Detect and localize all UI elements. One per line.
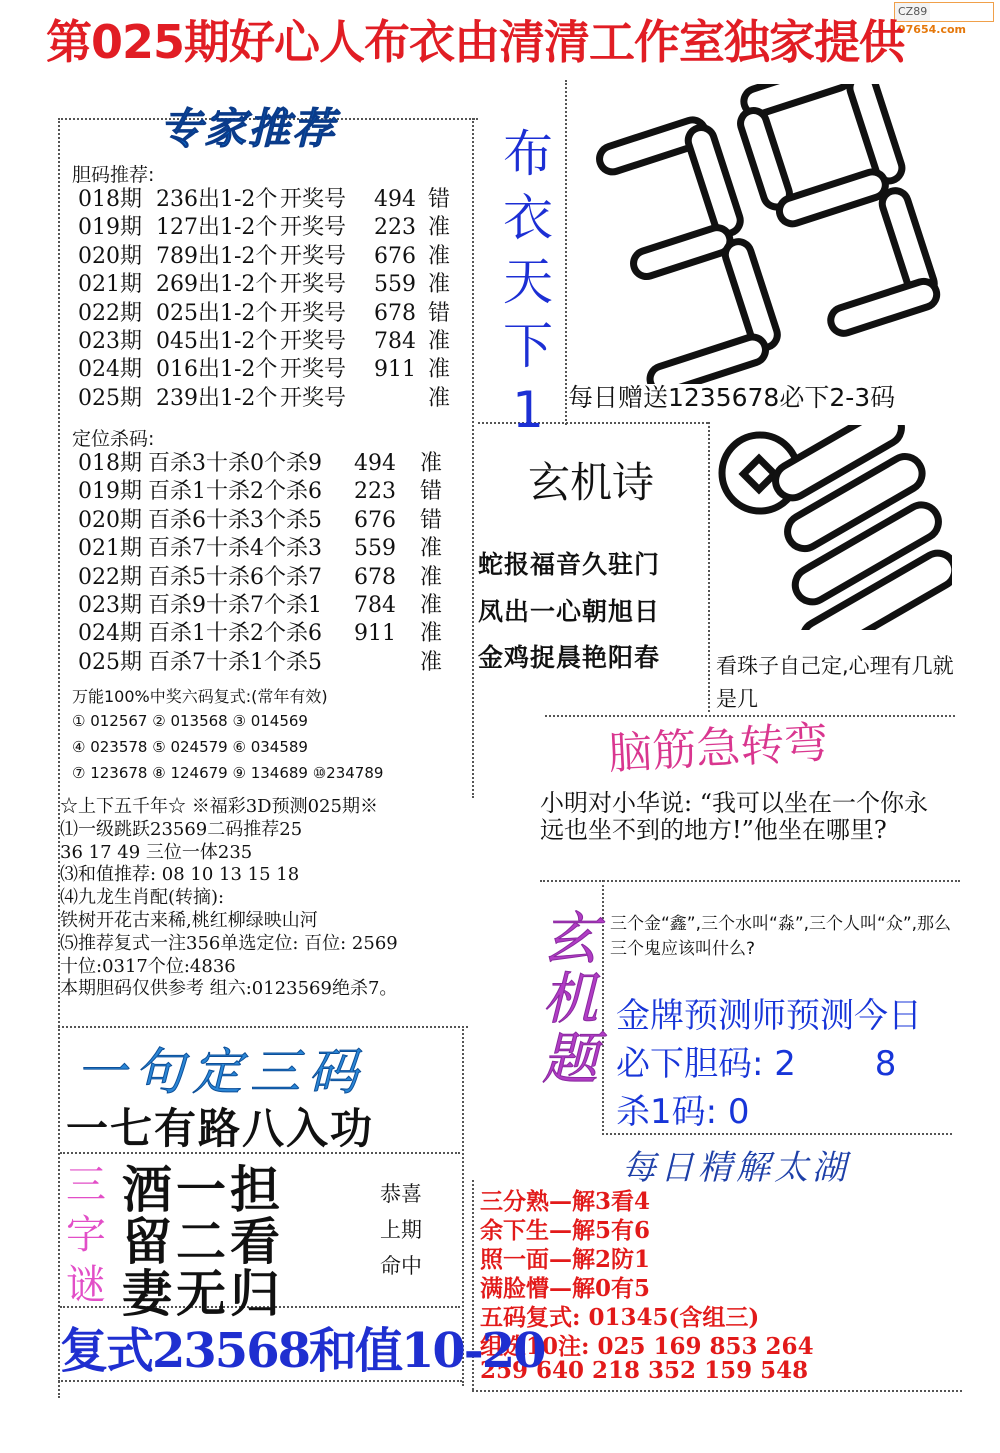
poem-line: 凤出一心朝旭日 <box>478 597 661 626</box>
cell-pick: 百杀6十杀3个杀5 <box>148 507 322 533</box>
shangxia-line: ⑶和值推荐: 08 10 13 15 18 <box>60 864 300 886</box>
poem-line: 蛇报福音久驻门 <box>478 550 661 579</box>
xuanji-heading: 玄机诗 <box>528 458 655 507</box>
fushi-text: 复式23568和值10-20 <box>60 1323 545 1379</box>
cell-period: 019期 <box>78 479 142 505</box>
cell-result: 223 <box>374 215 416 241</box>
daily-line: 259 640 218 352 159 548 <box>480 1357 809 1384</box>
table-row <box>78 385 468 413</box>
cell-period: 021期 <box>78 536 142 562</box>
cell-status: 准 <box>420 451 443 476</box>
cell-period: 024期 <box>78 621 142 647</box>
cell-result: 676 <box>354 507 396 533</box>
yiju-heading: 一句定三码 <box>76 1043 366 1101</box>
congrats-line: 恭喜 <box>380 1182 422 1206</box>
expert-heading: 专家推荐 <box>160 104 337 153</box>
shangxia-line: 铁树开花古来稀,桃红柳绿映山河 <box>60 909 318 931</box>
cell-label: 开奖号 <box>280 215 347 241</box>
cell-period: 022期 <box>78 300 142 326</box>
cell-period: 025期 <box>78 649 142 675</box>
table-row <box>78 507 468 535</box>
table-row <box>78 649 468 677</box>
frame-yiju-top <box>58 1026 468 1028</box>
gold-predict-line: 金牌预测师预测今日 <box>616 996 922 1036</box>
buyi-char: 下 <box>503 317 553 375</box>
cell-status: 准 <box>428 357 451 383</box>
cell-result: 678 <box>354 564 396 590</box>
cell-period: 023期 <box>78 328 142 354</box>
cell-status: 准 <box>428 328 451 354</box>
cell-result: 784 <box>374 328 416 354</box>
frame-daily-top <box>602 1133 952 1135</box>
naojin-heading: 脑筋急转弯 <box>607 717 830 780</box>
cell-result: 911 <box>374 357 416 383</box>
frame-mid-vertical <box>472 118 474 798</box>
cell-status: 准 <box>428 243 451 269</box>
cell-pick: 236出1-2个 <box>156 187 278 212</box>
table-row <box>78 564 468 592</box>
cell-status: 准 <box>420 564 443 590</box>
cell-period: 022期 <box>78 564 142 590</box>
cell-status: 准 <box>420 536 443 562</box>
gold-dan-line: 必下胆码: 2 8 <box>616 1044 897 1084</box>
shangxia-line: 本期胆码仅供参考 组六:0123569绝杀7。 <box>60 978 398 1000</box>
cell-period: 025期 <box>78 385 142 411</box>
naojin-riddle: 小明对小华说: “我可以坐在一个你永远也坐不到的地方!”他坐在哪里? <box>540 789 928 844</box>
table-row <box>78 243 468 271</box>
buyi-char: 衣 <box>503 189 553 247</box>
frame-coin-left <box>708 422 710 712</box>
frame-xjt-left <box>602 880 604 1135</box>
cell-pick: 025出1-2个 <box>156 300 278 326</box>
cell-pick: 百杀1十杀2个杀6 <box>148 621 322 647</box>
gold-kill-line: 杀1码: 0 <box>616 1092 750 1132</box>
daily-line: 五码复式: 01345(含组三) <box>480 1304 760 1331</box>
table-row <box>78 356 468 384</box>
sanzi-line: 留二看 <box>122 1212 284 1271</box>
congrats-text <box>380 1176 440 1284</box>
table-row <box>78 271 468 299</box>
cell-result: 223 <box>354 479 396 505</box>
cell-status: 错 <box>420 479 443 505</box>
sanzi-char: 谜 <box>66 1262 106 1308</box>
cell-pick: 百杀3十杀0个杀9 <box>148 451 322 476</box>
watermark-right: 97654.com <box>898 23 966 36</box>
daily-line: 照一面—解2防1 <box>480 1246 651 1273</box>
cell-pick: 789出1-2个 <box>156 243 278 269</box>
daily-line: 组选10注: 025 169 853 264 <box>480 1333 814 1360</box>
xuanji-ti-heading <box>540 907 600 1092</box>
cell-period: 020期 <box>78 507 142 533</box>
xjt-char: 玄 <box>542 907 598 972</box>
cell-result: 678 <box>374 300 416 326</box>
cell-status: 错 <box>428 187 451 212</box>
shangxia-line: ⑷九龙生肖配(转摘): <box>60 887 225 909</box>
cell-status: 准 <box>428 272 451 298</box>
dan-table <box>78 186 468 413</box>
cell-result: 676 <box>374 243 416 269</box>
cell-result: 559 <box>374 272 416 298</box>
cell-period: 020期 <box>78 243 142 269</box>
look-beads-text: 看珠子自己定,心理有几就是几 <box>716 654 954 711</box>
combo-line: ⑦ 123678 ⑧ 124679 ⑨ 134689 ⑩234789 <box>72 764 384 782</box>
cell-pick: 百杀5十杀6个杀7 <box>148 564 322 590</box>
cell-pick: 269出1-2个 <box>156 272 278 298</box>
table-row <box>78 328 468 356</box>
cell-status: 准 <box>420 592 443 618</box>
table-row <box>78 620 468 648</box>
poem-line: 金鸡捉晨艳阳春 <box>478 643 661 672</box>
gift-text: 每日赠送1235678必下2-3码 <box>568 383 896 412</box>
cell-result: 559 <box>354 536 396 562</box>
shangxia-line: ☆上下五千年☆ ※福彩3D预测025期※ <box>60 796 378 817</box>
buyi-char: 1 <box>512 381 544 439</box>
daily-line: 满脸懵—解0有5 <box>480 1275 651 1302</box>
buyi-char: 布 <box>503 125 553 183</box>
cell-label: 开奖号 <box>280 300 347 326</box>
frame-left <box>58 118 60 1398</box>
coin-beads-image <box>712 425 952 630</box>
cell-status: 准 <box>420 621 443 647</box>
xjt-char: 机 <box>542 967 598 1032</box>
combo-line: ④ 023578 ⑤ 024579 ⑥ 034589 <box>72 738 308 756</box>
shangxia-block <box>60 796 398 1001</box>
cell-result: 494 <box>374 187 416 212</box>
table-row <box>78 450 468 478</box>
buyi-char: 天 <box>503 253 553 311</box>
cell-pick: 016出1-2个 <box>156 357 278 383</box>
cell-pick: 127出1-2个 <box>156 215 278 241</box>
cell-label: 开奖号 <box>280 357 347 383</box>
cell-status: 错 <box>428 300 451 326</box>
cell-period: 023期 <box>78 592 142 618</box>
cell-status: 准 <box>428 215 451 241</box>
sanzi-char: 字 <box>66 1212 106 1258</box>
yiju-phrase: 一七有路八入功 <box>66 1104 375 1153</box>
sanzi-char: 三 <box>66 1162 106 1208</box>
table-row <box>78 478 468 506</box>
shangxia-line: 十位:0317个位:4836 <box>60 955 236 977</box>
dan-label: 胆码推荐: <box>72 164 155 186</box>
shangxia-line: ⑸推荐复式一注356单选定位: 百位: 2569 <box>60 932 398 954</box>
cell-result: 911 <box>354 621 396 647</box>
cell-label: 开奖号 <box>280 385 347 411</box>
daily-line: 余下生—解5有6 <box>480 1217 651 1244</box>
cell-label: 开奖号 <box>280 272 347 298</box>
cell-period: 019期 <box>78 215 142 241</box>
cell-result: 494 <box>354 451 396 476</box>
sanzi-label <box>66 1160 112 1310</box>
watermark-left: CZ89 <box>895 3 930 21</box>
sanzi-line: 酒一担 <box>122 1160 284 1219</box>
combo-label: 万能100%中奖六码复式:(常年有效) <box>72 687 328 706</box>
cell-label: 开奖号 <box>280 328 347 354</box>
table-row <box>78 592 468 620</box>
cell-status: 错 <box>420 507 443 533</box>
cell-label: 开奖号 <box>280 243 347 269</box>
cell-period: 018期 <box>78 187 142 212</box>
frame-bottom <box>472 1390 962 1392</box>
cell-result: 784 <box>354 592 396 618</box>
cell-status: 准 <box>428 385 451 411</box>
sanzi-line: 妻无归 <box>122 1264 284 1323</box>
table-row <box>78 186 468 214</box>
xuanji-ti-question: 三个金“鑫”,三个水叫“淼”,三个人叫“众”,那么三个鬼应该叫什么? <box>610 914 952 959</box>
cell-period: 024期 <box>78 357 142 383</box>
cell-pick: 百杀9十杀7个杀1 <box>148 592 322 618</box>
kill-table <box>78 450 468 677</box>
shangxia-line: ⑴一级跳跃23569二码推荐25 <box>60 818 303 840</box>
congrats-line: 上期 <box>380 1218 422 1242</box>
cell-period: 021期 <box>78 272 142 298</box>
cell-pick: 百杀7十杀4个杀3 <box>148 536 322 562</box>
buyi-vertical-title <box>488 122 568 442</box>
chopstick-numbers-image <box>570 84 950 384</box>
table-row <box>78 535 468 563</box>
cell-period: 018期 <box>78 451 142 476</box>
combo-list <box>72 708 383 786</box>
congrats-line: 命中 <box>380 1254 422 1278</box>
table-row <box>78 300 468 328</box>
xjt-char: 题 <box>542 1027 598 1092</box>
cell-label: 开奖号 <box>280 187 347 212</box>
cell-pick: 百杀7十杀1个杀5 <box>148 649 322 675</box>
daily-heading: 每日精解太湖 <box>622 1148 850 1188</box>
kill-label: 定位杀码: <box>72 428 155 450</box>
table-row <box>78 214 468 242</box>
cell-pick: 239出1-2个 <box>156 385 278 411</box>
shangxia-line: 36 17 49 三位一体235 <box>60 841 253 863</box>
cell-status: 准 <box>420 649 443 675</box>
page-title: 第025期好心人布衣由清清工作室独家提供 <box>46 15 905 69</box>
cell-pick: 045出1-2个 <box>156 328 278 354</box>
combo-line: ① 012567 ② 013568 ③ 014569 <box>72 712 308 730</box>
daily-line: 三分熟—解3看4 <box>480 1188 651 1215</box>
cell-pick: 百杀1十杀2个杀6 <box>148 479 322 505</box>
